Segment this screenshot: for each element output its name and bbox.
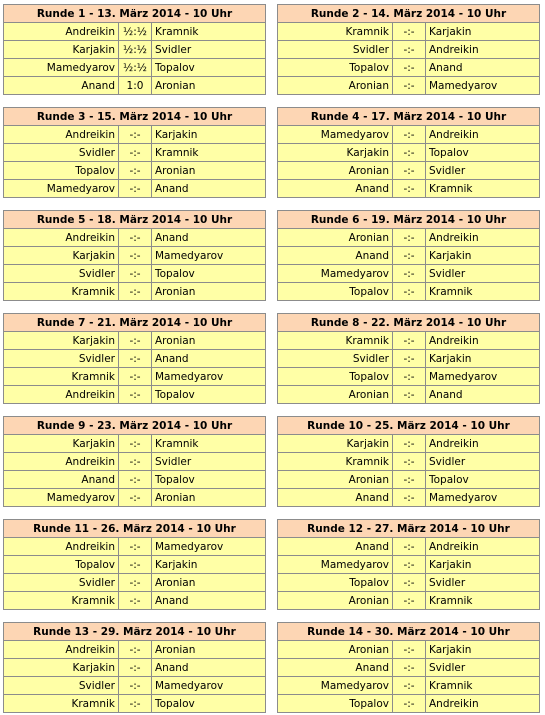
white-player: Kramnik: [4, 592, 119, 610]
black-player: Svidler: [426, 659, 540, 677]
white-player: Karjakin: [4, 247, 119, 265]
white-player: Andreikin: [4, 538, 119, 556]
black-player: Kramnik: [426, 592, 540, 610]
black-player: Svidler: [426, 453, 540, 471]
white-player: Svidler: [4, 574, 119, 592]
white-player: Kramnik: [4, 368, 119, 386]
white-player: Aronian: [278, 229, 393, 247]
game-result: -:-: [119, 368, 152, 386]
black-player: Anand: [426, 59, 540, 77]
black-player: Karjakin: [426, 556, 540, 574]
black-player: Svidler: [152, 453, 266, 471]
game-row: [4, 677, 266, 695]
game-result: -:-: [119, 180, 152, 198]
game-row: [4, 283, 266, 301]
game-result: -:-: [119, 641, 152, 659]
game-row: [4, 77, 266, 95]
white-player: Topalov: [278, 283, 393, 301]
white-player: Andreikin: [4, 386, 119, 404]
game-row: [4, 59, 266, 77]
black-player: Karjakin: [426, 641, 540, 659]
round-table: [277, 4, 540, 95]
game-row: [278, 41, 540, 59]
white-player: Kramnik: [278, 23, 393, 41]
round-header: Runde 2 - 14. März 2014 - 10 Uhr: [278, 5, 540, 23]
game-result: -:-: [119, 386, 152, 404]
black-player: Mamedyarov: [426, 368, 540, 386]
game-result: -:-: [393, 659, 426, 677]
black-player: Anand: [152, 180, 266, 198]
black-player: Topalov: [152, 386, 266, 404]
game-row: [4, 659, 266, 677]
white-player: Mamedyarov: [278, 126, 393, 144]
game-row: [278, 229, 540, 247]
game-row: [4, 126, 266, 144]
game-result: -:-: [393, 144, 426, 162]
game-row: [4, 556, 266, 574]
black-player: Topalov: [152, 265, 266, 283]
black-player: Andreikin: [426, 41, 540, 59]
game-row: [278, 59, 540, 77]
game-result: -:-: [119, 265, 152, 283]
white-player: Karjakin: [278, 144, 393, 162]
black-player: Karjakin: [426, 350, 540, 368]
game-result: -:-: [393, 677, 426, 695]
black-player: Svidler: [426, 265, 540, 283]
black-player: Topalov: [426, 144, 540, 162]
game-result: 1:0: [119, 77, 152, 95]
game-row: [278, 77, 540, 95]
white-player: Mamedyarov: [278, 677, 393, 695]
white-player: Mamedyarov: [278, 265, 393, 283]
black-player: Aronian: [152, 574, 266, 592]
round-header: Runde 3 - 15. März 2014 - 10 Uhr: [4, 108, 266, 126]
white-player: Mamedyarov: [4, 59, 119, 77]
game-row: [278, 126, 540, 144]
black-player: Karjakin: [152, 126, 266, 144]
game-row: [4, 247, 266, 265]
round-header: Runde 1 - 13. März 2014 - 10 Uhr: [4, 5, 266, 23]
game-row: [278, 556, 540, 574]
game-result: -:-: [393, 23, 426, 41]
game-row: [4, 144, 266, 162]
game-result: -:-: [119, 435, 152, 453]
game-result: -:-: [119, 283, 152, 301]
black-player: Aronian: [152, 332, 266, 350]
game-result: -:-: [393, 41, 426, 59]
game-row: [4, 453, 266, 471]
black-player: Aronian: [152, 641, 266, 659]
white-player: Svidler: [4, 677, 119, 695]
game-row: [4, 592, 266, 610]
game-row: [278, 538, 540, 556]
white-player: Topalov: [4, 162, 119, 180]
black-player: Mamedyarov: [152, 677, 266, 695]
white-player: Andreikin: [4, 126, 119, 144]
game-row: [4, 386, 266, 404]
round-table: [3, 519, 266, 610]
round-table: [277, 519, 540, 610]
round-table: [277, 107, 540, 198]
white-player: Andreikin: [4, 453, 119, 471]
black-player: Anand: [152, 229, 266, 247]
round-header: Runde 12 - 27. März 2014 - 10 Uhr: [278, 520, 540, 538]
black-player: Svidler: [152, 41, 266, 59]
game-row: [278, 283, 540, 301]
game-result: -:-: [393, 247, 426, 265]
black-player: Kramnik: [426, 283, 540, 301]
game-result: -:-: [393, 556, 426, 574]
white-player: Kramnik: [278, 332, 393, 350]
game-row: [278, 574, 540, 592]
game-result: -:-: [393, 332, 426, 350]
game-row: [4, 695, 266, 713]
black-player: Aronian: [152, 77, 266, 95]
white-player: Svidler: [278, 350, 393, 368]
game-row: [4, 229, 266, 247]
game-row: [278, 435, 540, 453]
round-header: Runde 13 - 29. März 2014 - 10 Uhr: [4, 623, 266, 641]
game-result: -:-: [393, 574, 426, 592]
white-player: Karjakin: [278, 435, 393, 453]
game-row: [4, 265, 266, 283]
game-result: ½:½: [119, 23, 152, 41]
black-player: Anand: [426, 386, 540, 404]
white-player: Aronian: [278, 471, 393, 489]
white-player: Anand: [278, 659, 393, 677]
game-result: -:-: [119, 453, 152, 471]
game-result: -:-: [393, 386, 426, 404]
black-player: Kramnik: [152, 144, 266, 162]
white-player: Kramnik: [4, 283, 119, 301]
white-player: Andreikin: [4, 641, 119, 659]
black-player: Anand: [152, 592, 266, 610]
round-header: Runde 9 - 23. März 2014 - 10 Uhr: [4, 417, 266, 435]
game-result: -:-: [393, 350, 426, 368]
white-player: Aronian: [278, 162, 393, 180]
game-result: -:-: [119, 489, 152, 507]
black-player: Svidler: [426, 162, 540, 180]
game-result: -:-: [119, 144, 152, 162]
game-result: -:-: [393, 77, 426, 95]
round-header: Runde 5 - 18. März 2014 - 10 Uhr: [4, 211, 266, 229]
game-row: [4, 435, 266, 453]
white-player: Kramnik: [4, 695, 119, 713]
black-player: Anand: [152, 659, 266, 677]
game-result: -:-: [393, 435, 426, 453]
game-result: -:-: [393, 59, 426, 77]
black-player: Mamedyarov: [152, 247, 266, 265]
game-result: -:-: [393, 229, 426, 247]
white-player: Karjakin: [4, 435, 119, 453]
game-row: [278, 265, 540, 283]
black-player: Topalov: [426, 471, 540, 489]
game-result: -:-: [119, 677, 152, 695]
game-result: -:-: [119, 556, 152, 574]
white-player: Svidler: [278, 41, 393, 59]
black-player: Karjakin: [152, 556, 266, 574]
black-player: Karjakin: [426, 247, 540, 265]
game-result: -:-: [393, 453, 426, 471]
round-table: [277, 622, 540, 713]
game-result: -:-: [393, 126, 426, 144]
game-row: [4, 538, 266, 556]
game-result: -:-: [393, 265, 426, 283]
game-row: [4, 641, 266, 659]
white-player: Aronian: [278, 77, 393, 95]
white-player: Mamedyarov: [278, 556, 393, 574]
white-player: Anand: [278, 489, 393, 507]
round-table: [3, 4, 266, 95]
round-table: [277, 313, 540, 404]
white-player: Aronian: [278, 592, 393, 610]
black-player: Andreikin: [426, 229, 540, 247]
black-player: Mamedyarov: [426, 489, 540, 507]
black-player: Andreikin: [426, 695, 540, 713]
game-row: [278, 659, 540, 677]
white-player: Karjakin: [4, 41, 119, 59]
black-player: Aronian: [152, 489, 266, 507]
game-row: [4, 23, 266, 41]
game-row: [4, 574, 266, 592]
round-table: [3, 313, 266, 404]
black-player: Anand: [152, 350, 266, 368]
game-row: [278, 144, 540, 162]
round-header: Runde 6 - 19. März 2014 - 10 Uhr: [278, 211, 540, 229]
game-result: -:-: [393, 592, 426, 610]
white-player: Anand: [4, 77, 119, 95]
black-player: Karjakin: [426, 23, 540, 41]
black-player: Kramnik: [426, 677, 540, 695]
game-result: -:-: [393, 471, 426, 489]
game-result: -:-: [119, 471, 152, 489]
black-player: Aronian: [152, 283, 266, 301]
game-result: -:-: [393, 489, 426, 507]
black-player: Andreikin: [426, 435, 540, 453]
round-table: [3, 107, 266, 198]
game-row: [4, 180, 266, 198]
black-player: Kramnik: [152, 435, 266, 453]
black-player: Mamedyarov: [152, 368, 266, 386]
white-player: Kramnik: [278, 453, 393, 471]
black-player: Topalov: [152, 471, 266, 489]
game-result: -:-: [119, 247, 152, 265]
black-player: Andreikin: [426, 538, 540, 556]
game-result: -:-: [393, 368, 426, 386]
game-row: [278, 592, 540, 610]
game-row: [278, 453, 540, 471]
black-player: Aronian: [152, 162, 266, 180]
black-player: Topalov: [152, 695, 266, 713]
white-player: Mamedyarov: [4, 180, 119, 198]
white-player: Svidler: [4, 144, 119, 162]
game-result: ½:½: [119, 41, 152, 59]
game-result: -:-: [119, 162, 152, 180]
white-player: Aronian: [278, 386, 393, 404]
black-player: Kramnik: [152, 23, 266, 41]
game-row: [4, 41, 266, 59]
white-player: Aronian: [278, 641, 393, 659]
game-result: -:-: [119, 659, 152, 677]
round-header: Runde 10 - 25. März 2014 - 10 Uhr: [278, 417, 540, 435]
game-row: [4, 162, 266, 180]
black-player: Andreikin: [426, 332, 540, 350]
white-player: Svidler: [4, 265, 119, 283]
black-player: Mamedyarov: [152, 538, 266, 556]
game-result: ½:½: [119, 59, 152, 77]
game-result: -:-: [393, 641, 426, 659]
game-row: [278, 386, 540, 404]
round-header: Runde 11 - 26. März 2014 - 10 Uhr: [4, 520, 266, 538]
white-player: Karjakin: [4, 659, 119, 677]
game-row: [4, 332, 266, 350]
game-row: [278, 695, 540, 713]
game-result: -:-: [119, 574, 152, 592]
game-row: [4, 350, 266, 368]
white-player: Anand: [278, 180, 393, 198]
round-header: Runde 14 - 30. März 2014 - 10 Uhr: [278, 623, 540, 641]
black-player: Svidler: [426, 574, 540, 592]
black-player: Mamedyarov: [426, 77, 540, 95]
game-row: [278, 162, 540, 180]
white-player: Anand: [278, 538, 393, 556]
game-row: [278, 332, 540, 350]
game-row: [278, 489, 540, 507]
white-player: Anand: [278, 247, 393, 265]
white-player: Karjakin: [4, 332, 119, 350]
game-result: -:-: [393, 538, 426, 556]
game-row: [4, 489, 266, 507]
game-row: [278, 180, 540, 198]
game-row: [278, 677, 540, 695]
white-player: Anand: [4, 471, 119, 489]
game-result: -:-: [393, 695, 426, 713]
game-result: -:-: [119, 592, 152, 610]
round-table: [277, 416, 540, 507]
white-player: Topalov: [278, 59, 393, 77]
white-player: Topalov: [278, 574, 393, 592]
game-result: -:-: [393, 283, 426, 301]
round-table: [277, 210, 540, 301]
white-player: Andreikin: [4, 23, 119, 41]
game-row: [278, 23, 540, 41]
round-table: [3, 210, 266, 301]
round-header: Runde 7 - 21. März 2014 - 10 Uhr: [4, 314, 266, 332]
game-row: [278, 350, 540, 368]
game-result: -:-: [119, 229, 152, 247]
game-row: [278, 247, 540, 265]
game-row: [278, 368, 540, 386]
game-result: -:-: [119, 350, 152, 368]
game-row: [278, 471, 540, 489]
game-row: [4, 471, 266, 489]
white-player: Mamedyarov: [4, 489, 119, 507]
white-player: Svidler: [4, 350, 119, 368]
game-row: [278, 641, 540, 659]
black-player: Topalov: [152, 59, 266, 77]
black-player: Kramnik: [426, 180, 540, 198]
white-player: Topalov: [278, 368, 393, 386]
game-result: -:-: [119, 695, 152, 713]
round-table: [3, 622, 266, 713]
round-header: Runde 4 - 17. März 2014 - 10 Uhr: [278, 108, 540, 126]
black-player: Andreikin: [426, 126, 540, 144]
round-table: [3, 416, 266, 507]
white-player: Andreikin: [4, 229, 119, 247]
game-result: -:-: [393, 180, 426, 198]
game-result: -:-: [119, 332, 152, 350]
round-header: Runde 8 - 22. März 2014 - 10 Uhr: [278, 314, 540, 332]
white-player: Topalov: [278, 695, 393, 713]
game-result: -:-: [119, 126, 152, 144]
white-player: Topalov: [4, 556, 119, 574]
game-row: [4, 368, 266, 386]
game-result: -:-: [119, 538, 152, 556]
game-result: -:-: [393, 162, 426, 180]
